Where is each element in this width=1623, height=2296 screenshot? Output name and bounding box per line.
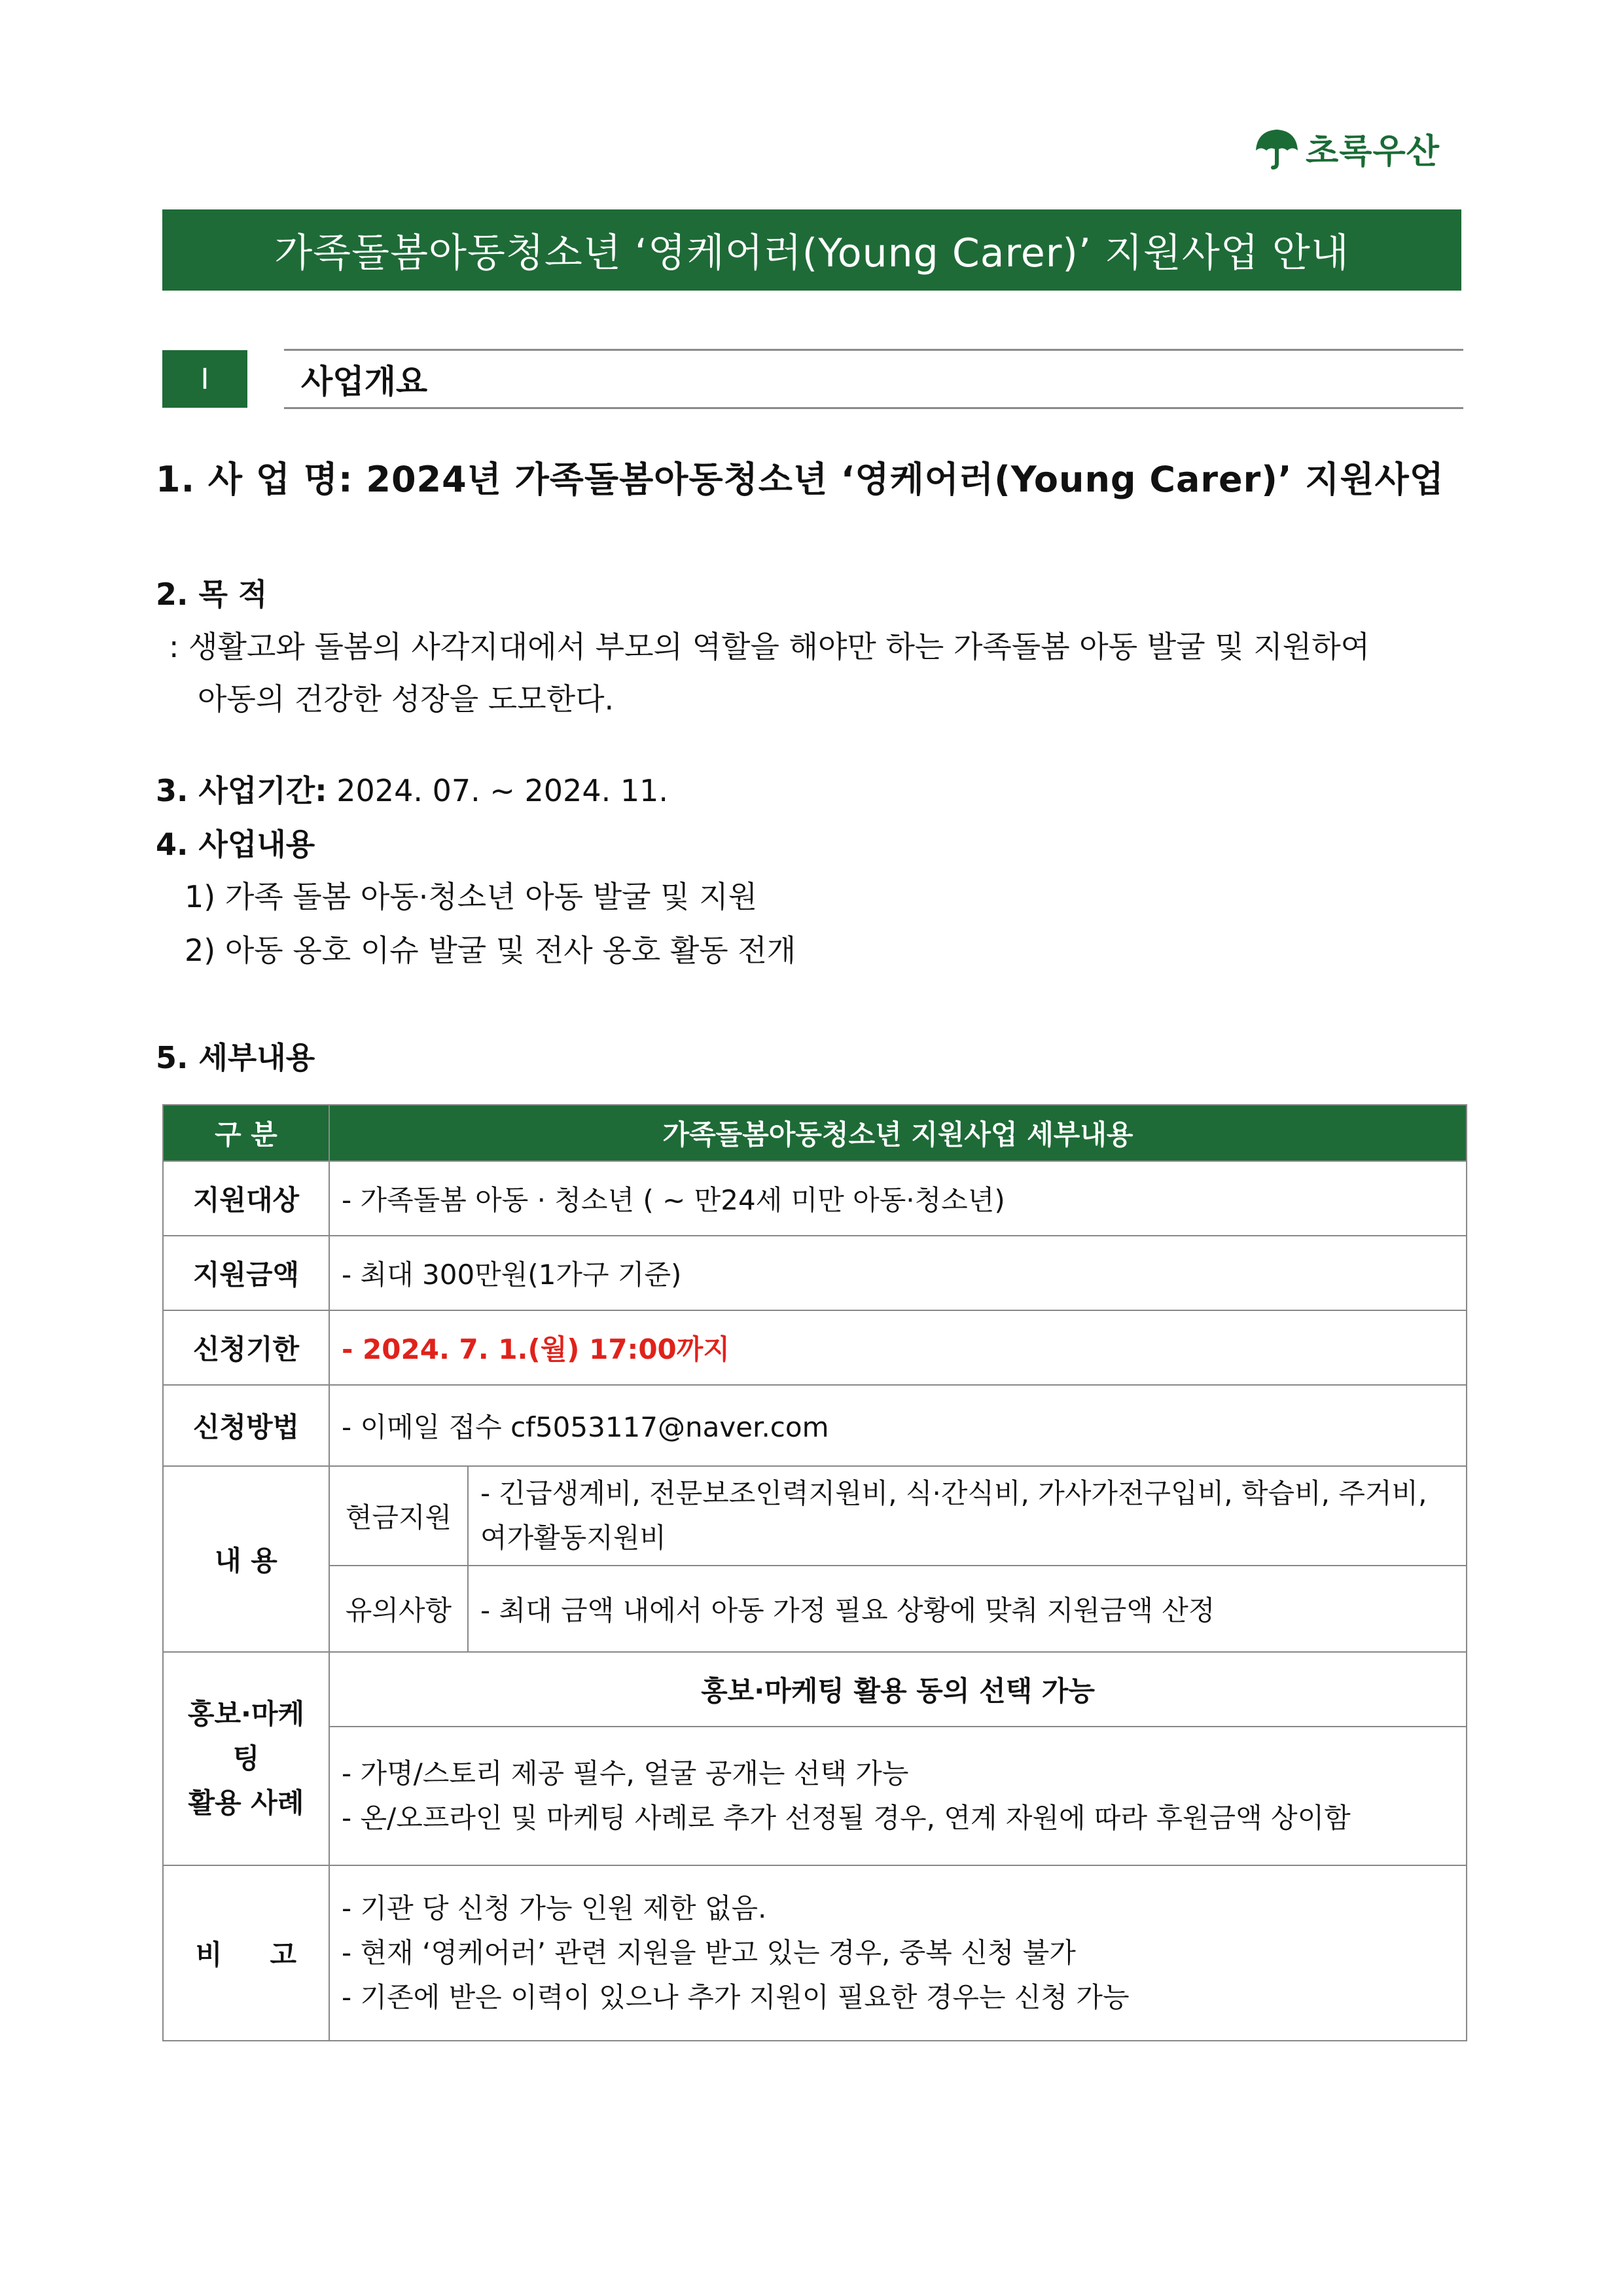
table-row-note (163, 1566, 1467, 1652)
deadline-value: - 2024. 7. 1.(월) 17:00까지 (329, 1310, 1467, 1385)
content-item-2: 2) 아동 옹호 이슈 발굴 및 전사 옹호 활동 전개 (185, 933, 796, 968)
table-row-deadline (163, 1310, 1467, 1385)
table-row-cash (163, 1466, 1467, 1566)
section-heading (162, 349, 1463, 409)
promo-heading: 홍보·마케팅 활용 동의 선택 가능 (329, 1652, 1467, 1727)
project-name-line (156, 452, 1444, 502)
section-rule-bottom (284, 407, 1463, 409)
amount-value: - 최대 300만원(1가구 기준) (329, 1236, 1467, 1310)
promo-line-1: - 가명/스토리 제공 필수, 얼굴 공개는 선택 가능 (342, 1757, 909, 1789)
table-row-promo-heading (163, 1652, 1467, 1727)
table-header-category: 구 분 (163, 1105, 329, 1161)
remarks-label: 비 고 (163, 1865, 329, 2041)
amount-label: 지원금액 (163, 1236, 329, 1310)
project-name-label: 1. 사 업 명: (156, 459, 353, 500)
period-line (156, 767, 668, 810)
table-row-amount (163, 1236, 1467, 1310)
contents-label: 내 용 (163, 1466, 329, 1652)
promo-label-line-1: 홍보·마케팅 (187, 1698, 305, 1774)
table-header-details: 가족돌봄아동청소년 지원사업 세부내용 (329, 1105, 1467, 1161)
organization-logo (1253, 122, 1440, 174)
details-label: 5. 세부내용 (156, 1040, 315, 1075)
remarks-line-1: - 기관 당 신청 가능 인원 제한 없음. (342, 1892, 767, 1924)
target-value: - 가족돌봄 아동 · 청소년 ( ~ 만24세 미만 아동·청소년) (329, 1161, 1467, 1236)
page-title: 가족돌봄아동청소년 ‘영케어러(Young Carer)’ 지원사업 안내 (162, 209, 1461, 291)
purpose-text-line-2: 아동의 건강한 성장을 도모한다. (198, 681, 615, 717)
cash-support-value: - 긴급생계비, 전문보조인력지원비, 식·간식비, 가사가전구입비, 학습비, 주거비, 여가활동지원비 (468, 1466, 1467, 1566)
content-label: 4. 사업내용 (156, 827, 315, 862)
target-label: 지원대상 (163, 1161, 329, 1236)
table-row-target (163, 1161, 1467, 1236)
table-row-method (163, 1385, 1467, 1466)
promo-details (329, 1727, 1467, 1865)
note-value: - 최대 금액 내에서 아동 가정 필요 상황에 맞춰 지원금액 산정 (468, 1566, 1467, 1652)
remarks-line-3: - 기존에 받은 이력이 있으나 추가 지원이 필요한 경우는 신청 가능 (342, 1981, 1130, 2013)
cash-support-label: 현금지원 (329, 1466, 468, 1566)
purpose-text-line-1: : 생활고와 돌봄의 사각지대에서 부모의 역할을 해야만 하는 가족돌봄 아동 발굴 및 지원하여 (169, 629, 1370, 664)
details-table (162, 1104, 1467, 2041)
logo-text: 초록우산 (1306, 132, 1440, 171)
period-label: 3. 사업기간: (156, 773, 327, 808)
project-name-value: 2024년 가족돌봄아동청소년 ‘영케어러(Young Carer)’ 지원사업 (366, 459, 1444, 500)
table-row-remarks (163, 1865, 1467, 2041)
method-value: - 이메일 접수 cf5053117@naver.com (329, 1385, 1467, 1466)
table-row-promo-details (163, 1727, 1467, 1865)
remarks-line-2: - 현재 ‘영케어러’ 관련 지원을 받고 있는 경우, 중복 신청 불가 (342, 1937, 1076, 1969)
purpose-label: 2. 목 적 (156, 577, 268, 612)
section-rule-top (284, 349, 1463, 351)
deadline-label: 신청기한 (163, 1310, 329, 1385)
promo-label-line-2: 활용 사례 (188, 1787, 304, 1819)
umbrella-tree-icon (1253, 124, 1300, 171)
section-number: I (162, 350, 247, 408)
table-header-row (163, 1105, 1467, 1161)
note-label: 유의사항 (329, 1566, 468, 1652)
method-label: 신청방법 (163, 1385, 329, 1466)
content-item-1: 1) 가족 돌봄 아동·청소년 아동 발굴 및 지원 (185, 879, 758, 914)
remarks-details (329, 1865, 1467, 2041)
section-title: 사업개요 (301, 363, 428, 401)
promo-label (163, 1652, 329, 1865)
period-value: 2024. 07. ~ 2024. 11. (336, 773, 668, 808)
promo-line-2: - 온/오프라인 및 마케팅 사례로 추가 선정될 경우, 연계 자원에 따라 후원금액 상이함 (342, 1802, 1351, 1834)
